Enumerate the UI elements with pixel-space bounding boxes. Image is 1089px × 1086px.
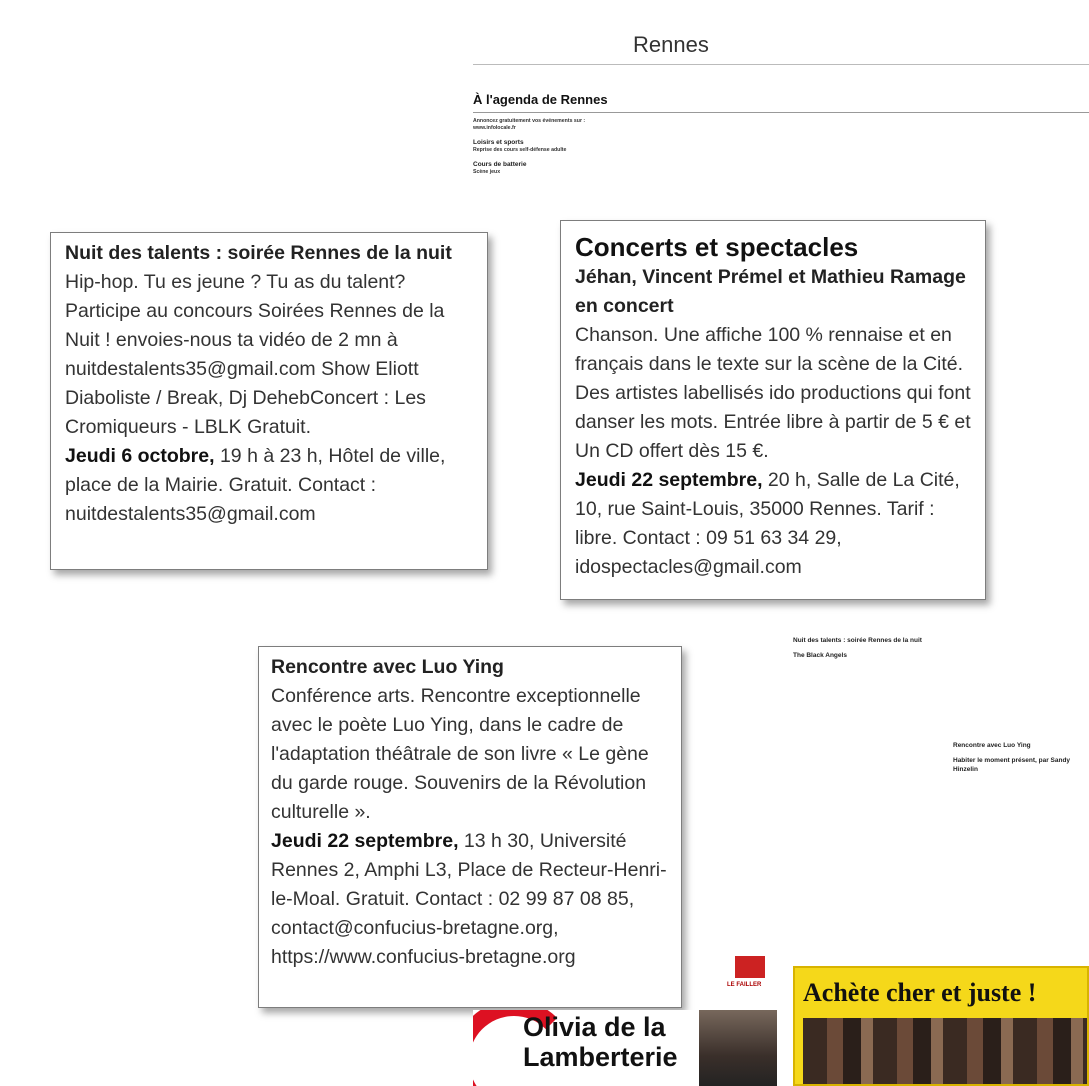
event-description: Conférence arts. Rencontre exceptionnelle avec le poète Luo Ying, dans le cadre de l'adaptation théâtrale de son livre « Le gène du garde rouge. Souvenirs de la Révolution culturelle ». — [271, 685, 649, 823]
event-description: Chanson. Une affiche 100 % rennaise et en français dans le texte sur la scène de la Cité. Des artistes labellisés ido productions qui font danser les mots. Entrée libre à partir de 5 € et Un CD offert dès 15 €. — [575, 324, 971, 462]
column-subheading: Scène jeux — [473, 169, 501, 175]
event-title: Rencontre avec Luo Ying — [271, 656, 504, 678]
section-title: Concerts et spectacles — [575, 232, 859, 262]
intro-text: Annoncez gratuitement vos événements sur : www.infolocale.fr — [473, 118, 586, 131]
column-heading: The Black Angels — [793, 652, 847, 659]
event-body: Hip-hop. Tu es jeune ? Tu as du talent? Participe au concours Soirées Rennes de la Nuit ! envoies-nous ta vidéo de 2 mn à nuitdestalents35@gmail.com Show Eliott Diaboliste / Break, Dj DehebConcert : Les Cromiqueurs - LBLK Gratuit. — [65, 271, 445, 438]
event-callout-concerts — [560, 220, 986, 600]
coats-photo — [803, 1018, 1087, 1086]
author-photo — [699, 1010, 777, 1086]
event-info: 20 h, Salle de La Cité, 10, rue Saint-Louis, 35000 Rennes. Tarif : libre. Contact : 09 51 63 34 29, idospectacles@gmail.com — [575, 469, 960, 578]
column-4 — [793, 630, 941, 930]
event-details — [271, 827, 669, 972]
column-5 — [953, 735, 1089, 935]
event-date: Jeudi 22 septembre, — [271, 830, 459, 852]
event-callout-nuit-des-talents — [50, 232, 488, 570]
column-heading: Loisirs et sports — [473, 139, 524, 146]
book-advertisement — [473, 1010, 783, 1086]
event-callout-luo-ying — [258, 646, 682, 1008]
column-2 — [633, 118, 781, 218]
event-title: Jéhan, Vincent Prémel et Mathieu Ramage en concert — [575, 266, 966, 317]
event-title: Nuit des talents : soirée Rennes de la nuit — [65, 242, 452, 264]
column-heading: Habiter le moment présent, par Sandy Hinzelin — [953, 757, 1071, 773]
event-info: 19 h à 23 h, Hôtel de ville, place de la Mairie. Gratuit. Contact : nuitdestalents35@gmail.com — [65, 445, 446, 525]
shop-advertisement — [793, 966, 1089, 1086]
publisher-logo-icon — [735, 956, 765, 978]
publisher-name: LE FAILLER — [727, 982, 762, 988]
event-details — [65, 442, 473, 529]
event-date: Jeudi 6 octobre, — [65, 445, 215, 467]
event-date: Jeudi 22 septembre, — [575, 469, 763, 491]
section-heading: À l'agenda de Rennes — [473, 92, 608, 107]
divider — [473, 112, 1089, 113]
event-details — [575, 466, 971, 582]
column-heading: Rencontre avec Luo Ying — [953, 742, 1031, 749]
event-description — [65, 268, 473, 442]
page-title: Rennes — [633, 32, 709, 57]
divider — [473, 64, 1089, 65]
shop-slogan: Achète cher et juste ! — [803, 978, 1037, 1007]
column-heading: Nuit des talents : soirée Rennes de la nuit — [793, 637, 922, 644]
column-subheading: Reprise des cours self-défense adulte — [473, 147, 567, 153]
event-info: 13 h 30, Université Rennes 2, Amphi L3, Place de Recteur-Henri-le-Moal. Gratuit. Contact : 02 99 87 08 85, contact@confucius-bretagne.org, https://www.confucius-bretagne.org — [271, 830, 667, 968]
book-author: Olivia de la Lamberterie — [523, 1012, 678, 1072]
column-heading: Cours de batterie — [473, 161, 527, 168]
